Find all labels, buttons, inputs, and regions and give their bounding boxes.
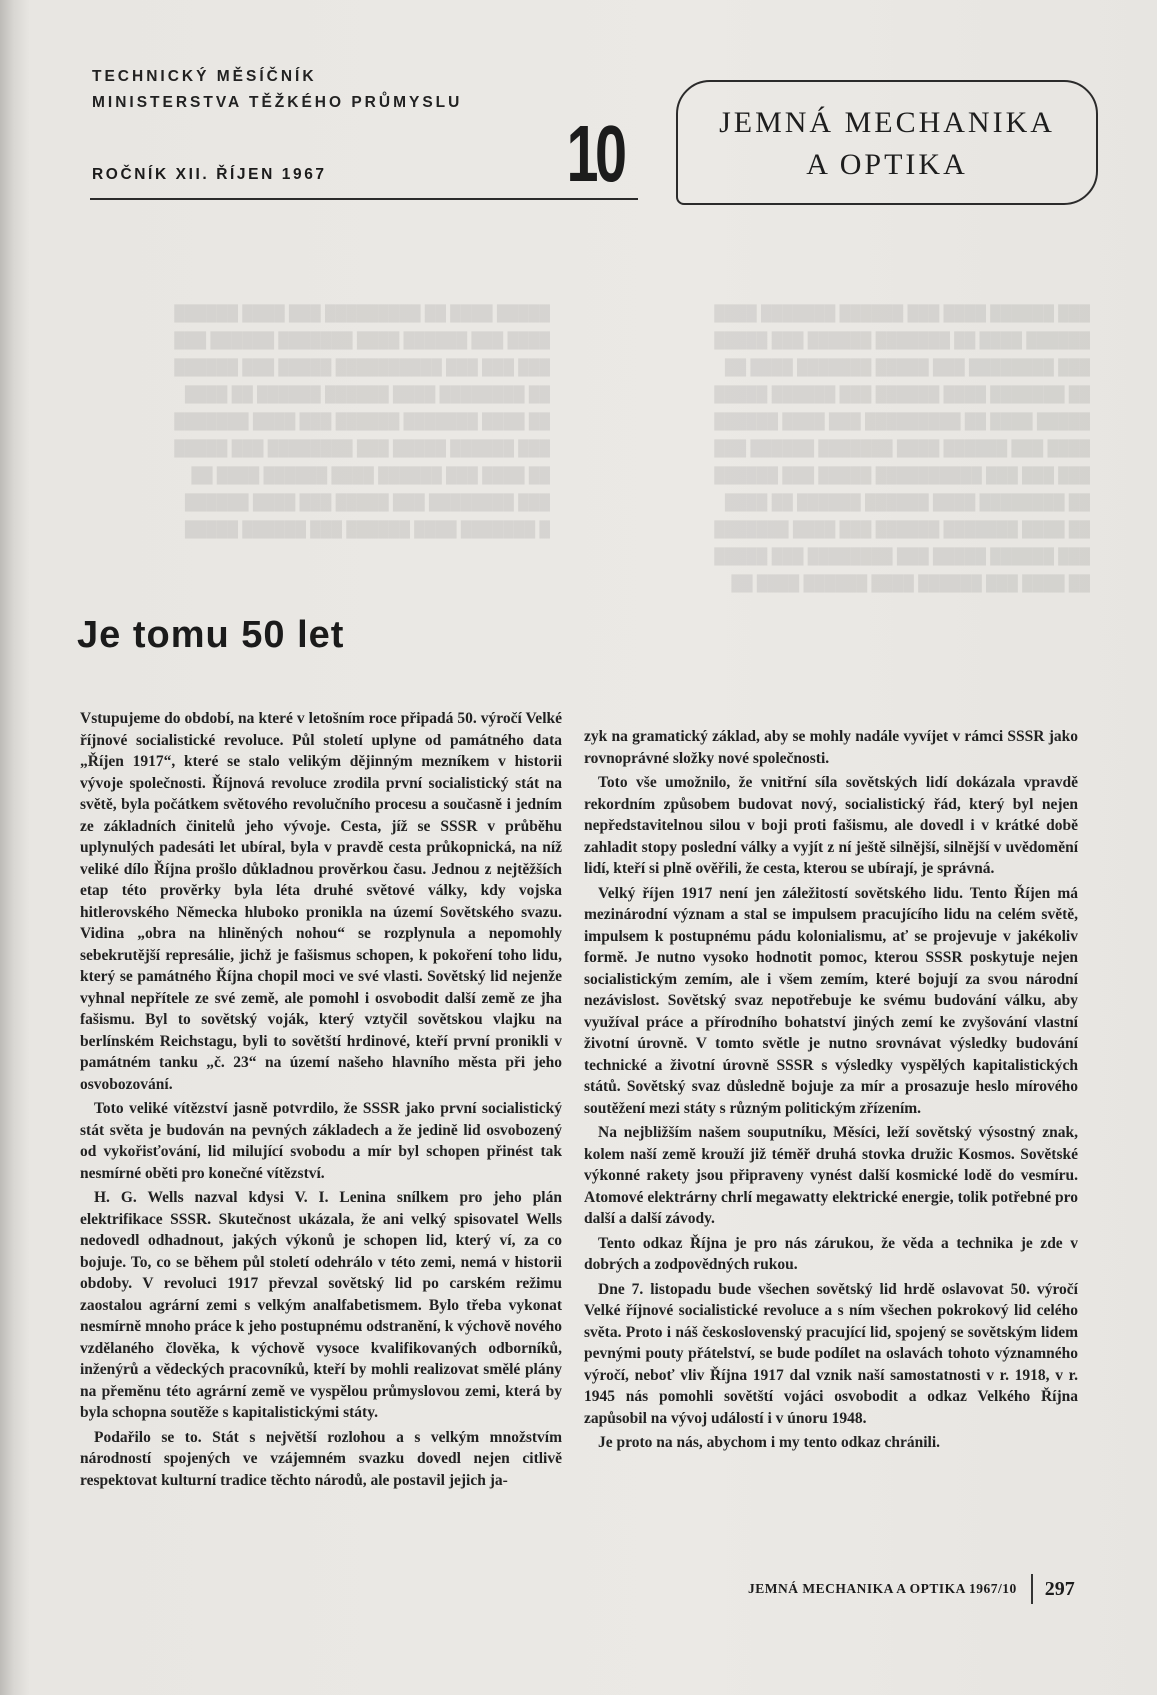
publication-name: TECHNICKÝ MĚSÍČNÍK [92,68,317,85]
paragraph: Podařilo se to. Stát s největší rozlohou a s velkým množstvím národností spojených ve vzájemném svazku dovedl nejen citlivě respektovat kulturní tradice těchto národů, ale postavil jejich ja- [80,1428,562,1489]
paragraph: Toto veliké vítězství jasně potvrdilo, že SSSR jako první socialistický stát světa je budován na pevných základech a že jedině lid osvobozený od vykořisťování, lid milující svobodu a mír byl schopen přinést tak nesmírné oběti pro konečné vítězství. [80,1100,562,1182]
paragraph: Je proto na nás, abychom i my tento odkaz chránili. [598,1434,941,1451]
header-rule [90,198,638,200]
article-left-column [80,708,562,1494]
paragraph: Toto vše umožnilo, že vnitřní síla sovětských lidí dokázala vpravdě rekordním způsobem budovat nový, socialistický řád, který byl nejen nepředstavitelnou silou v boji proti fašismu, ale dovedl i v krátké době zahladit stopy poslední války a vyjít z ní ještě silnější, silnější v uvědomění lidí, kteří si plně ověřili, že cesta, kterou se ubírají, je správná. [584,774,1078,877]
article-title: Je tomu 50 let [77,614,345,656]
issue-number: 10 [566,109,624,198]
paragraph: Tento odkaz Října je pro nás zárukou, že věda a technika je zde v dobrých a zodpovědných rukou. [584,1234,1078,1273]
volume-date: ROČNÍK XII. ŘÍJEN 1967 [92,166,327,183]
paragraph: Vstupujeme do období, na které v letošním roce připadá 50. výročí Velké říjnové socialistické revoluce. Půl století uplyne od památného data „Říjen 1917“, které se stalo velikým dějinným mezníkem v historii vývoje společnosti. Říjnová revoluce zrodila první socialistický stát na světě, byla počátkem světového revolučního procesu a současně i jedním ze základních činitelů jeho vývoje. Cesta, jíž se SSSR v průběhu uplynulých padesáti let ubíral, byla v pravdě cesta průkopnická, na níž veliké dílo Října prošlo důkladnou prověrkou času. Jednou z nejtěžších etap této prověrky byla léta druhé světové války, kdy vojska hitlerovského Německa hluboko pronikla na území Sovětského svazu. Vidina „obra na hliněných nohou“ se rozplynula a nepomohly sebekrutější represálie, jichž je fašismus schopen, k pokoření toho lidu, který se památného Října chopil moci ve své vlasti. Sovětský lid nejenže vyhnal nepřítele ze své země, ale pomohl i osvobodit další země ze jha fašismu. Byl to sovětský voják, který vztyčil sovětskou vlajku na berlínském Reichstagu, byli to sovětští hrdinové, kteří první pronikli v památném tanku „č. 23“ na území našeho hlavního města při jeho osvobozování. [80,710,562,1093]
paragraph: Velký říjen 1917 není jen záležitostí sovětského lidu. Tento Říjen má mezinárodní význam a stal se impulsem pracujícího lidu na celém světě, impulsem k postupnému pádu kolonialismu, ať se projevuje v jakékoliv formě. Je nutno vysoko hodnotit pomoc, kterou SSSR poskytuje nejen socialistickým zemím, ale i všem zemím, které bojují za svou národní nezávislost. Sovětský svaz nepotřebuje ke svému budování válku, aby využíval práce a přírodního bohatství jiných zemí ke zvyšování vlastní životní úrovně. V tomto světle je nutno srovnávat výsledky budování technické a životní úrovně SSSR s výsledky vyspělých kapitalistických států. Sovětský svaz důsledně bojuje za mír a prosazuje heslo mírového soutěžení mezi státy s různým politickým zřízením. [584,884,1078,1117]
footer-divider [1031,1574,1033,1604]
journal-title-line1: JEMNÁ MECHANIKA [719,106,1055,139]
journal-title-box [676,80,1098,205]
journal-title-line2: A OPTIKA [806,148,968,181]
paragraph: Dne 7. listopadu bude všechen sovětský lid hrdě oslavovat 50. výročí Velké říjnové socialistické revoluce a s ním všechen pokrokový lid celého světa. Proto i náš československý pracující lid, spojený se sovětským lidem pevnými pouty přátelství, se bude podílet na oslavách tohoto významného výročí, neboť vliv Října 1917 dal vznik naší samostatnosti v r. 1918, v r. 1945 nás pomohli sovětští vojáci osvobodit a odkaz Velkého Října zapůsobil na vývoj událostí i v únoru 1948. [584,1280,1078,1427]
paragraph: zyk na gramatický základ, aby se mohly nadále vyvíjet v rámci SSSR jako rovnoprávné složky nové společnosti. [584,728,1078,767]
article-right-column [584,726,1078,1457]
paragraph: Na nejbližším našem souputníku, Měsíci, leží sovětský výsostný znak, kolem naší země krouží již téměř druhá stovka družic Kosmos. Sovětské výkonné rakety jsou připraveny vynést další kosmické lodě do vesmíru. Atomové elektrárny chrlí megawatty elektrické energie, tolik potřebné pro další a další závody. [584,1124,1078,1227]
publication-header [92,64,632,116]
page-footer [748,1573,1075,1605]
bleed-through-text: ████ ███████ ██████ ███ ████ ██████ ███ █████ ███ ██████ ███████ ██ ████ ██████ ██ ████ ███████ █████ ███ ████████ ███ █████ ██████ ███ ██████ ████ ███████ ██ ██████ ████ ███ █████████ ██ ████ █████ ███ ██████ ███████ ████ ██████ ███ ████ ██████ ███ █████ ██████████ ███ ███ ███ ████ ██ ██████ ██████ ████ ████████ ██ ███████ ████ ███ ██████ ███████ ████ ██ █████ ███ ████████ ███ █████ ██████ ███ ██ ████ ██████ ████ ██████ ███ ████ ██ [714,305,1090,592]
publication-publisher: MINISTERSTVA TĚŽKÉHO PRŮMYSLU [92,94,463,111]
page-number: 297 [1044,1577,1075,1600]
paragraph: H. G. Wells nazval kdysi V. I. Lenina snílkem pro jeho plán elektrifikace SSSR. Skutečnost ukázala, že ani velký spisovatel Wells nedovedl odhadnout, jakých výkonů je schopen lid, který ví, za co bojuje. To, co se během půl století odehrálo v této zemi, nemá v historii obdoby. V revoluci 1917 převzal sovětský lid po carském režimu zaostalou agrární zemi s velkým analfabetismem. Bylo třeba vykonat nesmírně mnoho práce k jeho postupnému odstranění, k výchově nového vzdělaného člověka, k výchově vysoce kvalifikovaných odborníků, inženýrů a vědeckých pracovníků, kteří by mohli realizovat smělé plány na přeměnu této agrární země ve vyspělou průmyslovou zemi, která by byla schopna soutěže s kapitalistickými státy. [80,1189,562,1421]
bleed-through-text-2: ██████ ████ ███ █████████ ██ ████ █████ ███ ██████ ███████ ████ ██████ ███ ████ ██████ ███ █████ ██████████ ███ ███ ███ ████ ██ ██████ ██████ ████ ████████ ██ ███████ ████ ███ ██████ ███████ ████ ██ █████ ███ ████████ ███ █████ ██████ ███ ██ ████ ██████ ████ ██████ ███ ████ ██ ██████ ████ ███ █████ ███ ████████ ███ █████ ██████ ███ ██████ ████ ███████ █ [174,305,550,538]
footer-journal: JEMNÁ MECHANIKA A OPTIKA 1967/10 [748,1581,1017,1596]
